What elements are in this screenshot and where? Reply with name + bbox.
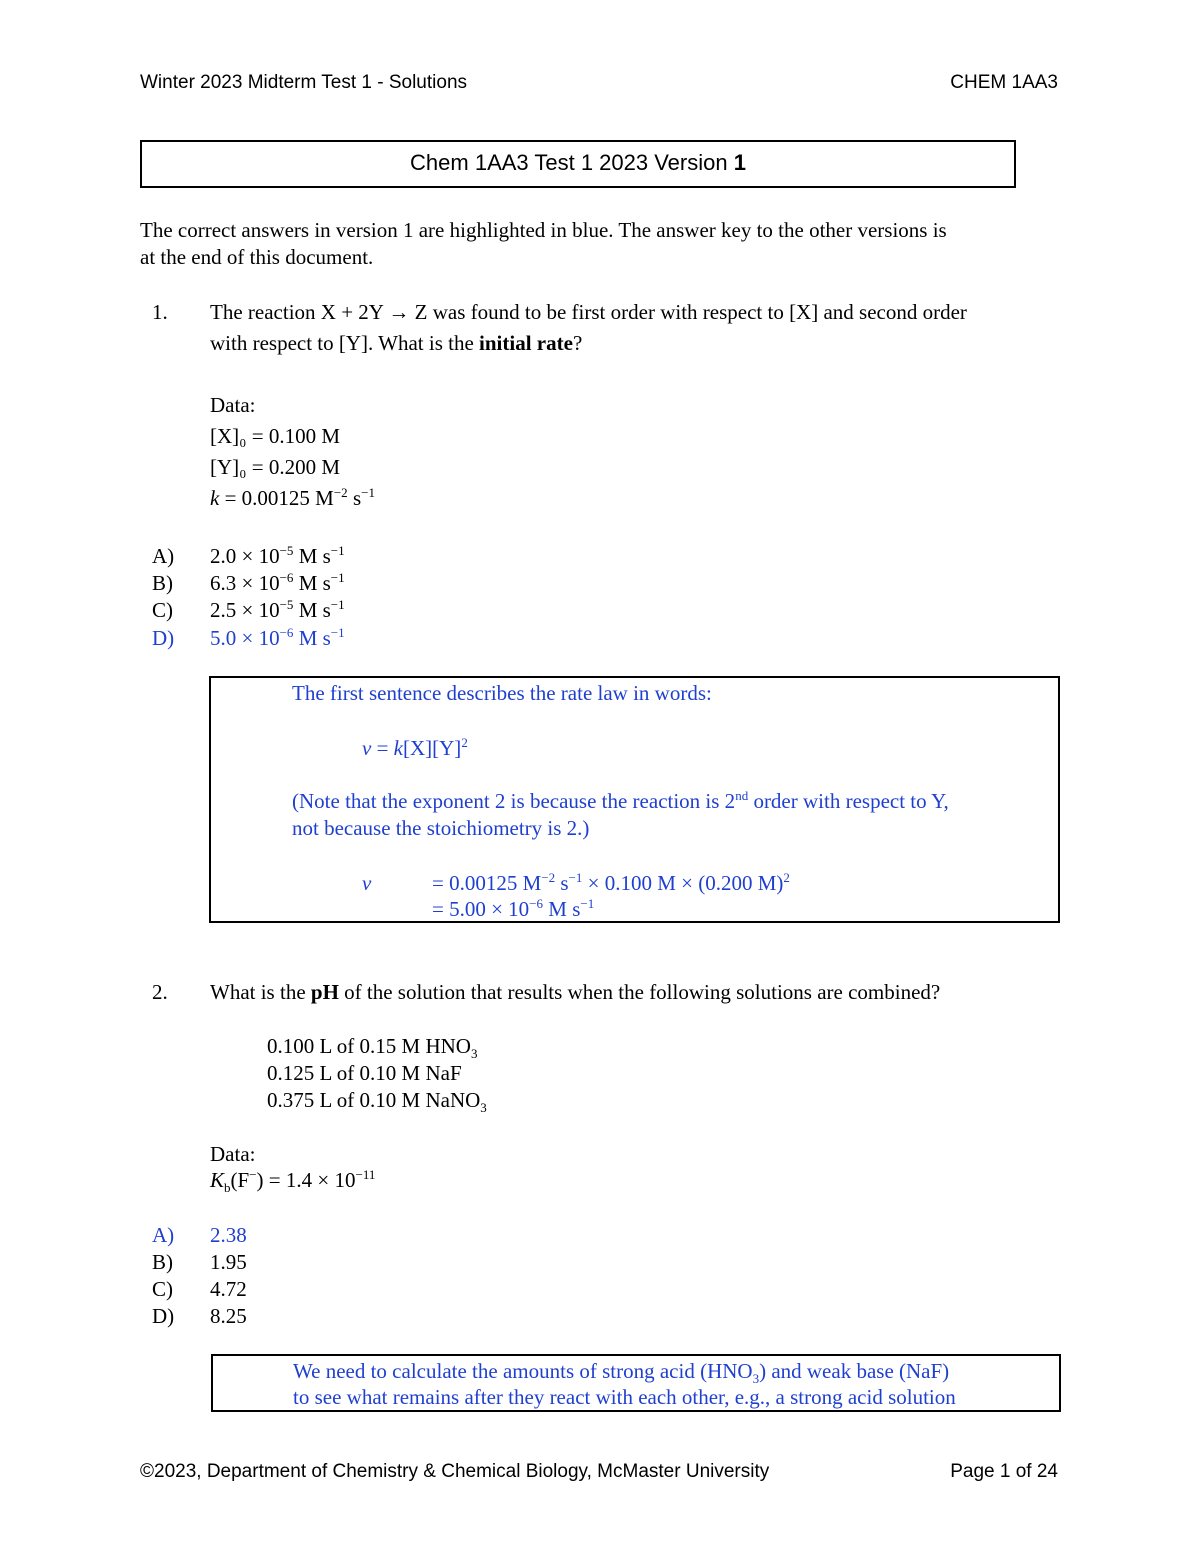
page-number: Page 1 of 24 [950,1461,1058,1482]
option-value: 4.72 [210,1277,247,1301]
q1-note-line-2: not because the stoichiometry is 2.) [292,816,590,840]
version-title-box [140,140,1016,188]
option-value: 8.25 [210,1304,247,1328]
q2-solution-1: 0.100 L of 0.15 M $HNO_3$ [267,1034,478,1062]
intro-line-2: at the end of this document. [140,245,374,269]
version-title: Chem 1AA3 Test 1 2023 Version 1 [410,150,746,175]
q2-number: 2. [152,980,168,1004]
running-header-title: Winter 2023 Midterm Test 1 - Solutions [140,72,468,93]
q1-note-line-1: (Note that the exponent 2 is because the reaction is 2nd order with respect to Y, [292,788,949,813]
q1-solution-line-1: The first sentence describes the rate law in words: [292,681,712,705]
option-value: $2.0 \times 10^{-5}$ M $s^{-1}$ [210,543,345,568]
option-value: $6.3 \times 10^{-6}$ M $s^{-1}$ [210,570,345,595]
q2-data-kb: $K_b(F^-) = 1.4 \times 10^{-11}$ [210,1167,376,1196]
option-letter: C) [152,1277,173,1301]
q1-data-x: [X]₀ = 0.100 M [210,424,340,448]
q1-calc-variable: v [362,871,372,895]
option-letter: B) [152,571,173,595]
q1-stem-line-2: with respect to [Y]. What is the initial rate? [210,331,583,355]
option-letter: A) [152,544,175,568]
option-value: 2.38 [210,1223,247,1247]
footer-copyright: ©2023, Department of Chemistry & Chemical Biology, McMaster University [140,1461,770,1482]
option-letter: C) [152,598,173,622]
option-letter: B) [152,1250,173,1274]
q2-solution-2: 0.125 L of 0.10 M NaF [267,1061,462,1085]
option-letter: A) [152,1223,175,1247]
q1-data-label: Data: [210,393,256,417]
q2-stem: What is the pH of the solution that results when the following solutions are combined? [210,980,941,1004]
q1-number: 1. [152,300,168,324]
q1-calc-line-1: = 0.00125 $M^{-2}$ $s^{-1} \times 0.100$ M × (0.200 M)$^2$ [432,870,790,895]
q2-solution-line-2: to see what remains after they react with each other, e.g., a strong acid solution [293,1385,956,1409]
q1-data-y: [Y]₀ = 0.200 M [210,455,340,479]
q1-data-k: k = 0.00125 $M^{-2}$ $s^{-1}$ [210,485,375,510]
option-letter: D) [152,1304,175,1328]
q1-calc-line-2: = $5.00 \times 10^{-6}$ M $s^{-1}$ [432,896,595,921]
option-value: 1.95 [210,1250,247,1274]
option-value: $5.0 \times 10^{-6}$ M $s^{-1}$ [210,625,345,650]
intro-line-1: The correct answers in version 1 are highlighted in blue. The answer key to the other versions is [140,218,947,242]
q2-solution-3: 0.375 L of 0.10 M NaNO$_3$ [267,1088,487,1116]
q2-solution-line-1: We need to calculate the amounts of strong acid $(HNO_3)$ and weak base (NaF) [293,1359,950,1387]
option-value: $2.5 \times 10^{-5}$ M $s^{-1}$ [210,597,345,622]
option-letter: D) [152,626,175,650]
q2-data-label: Data: [210,1142,256,1166]
q1-stem-line-1: The reaction X + 2Y → Z was found to be first order with respect to [X] and second order [210,300,967,324]
q1-rate-law: $v = k[X][Y]^2$ [362,735,468,760]
running-header-course: CHEM 1AA3 [950,72,1058,93]
